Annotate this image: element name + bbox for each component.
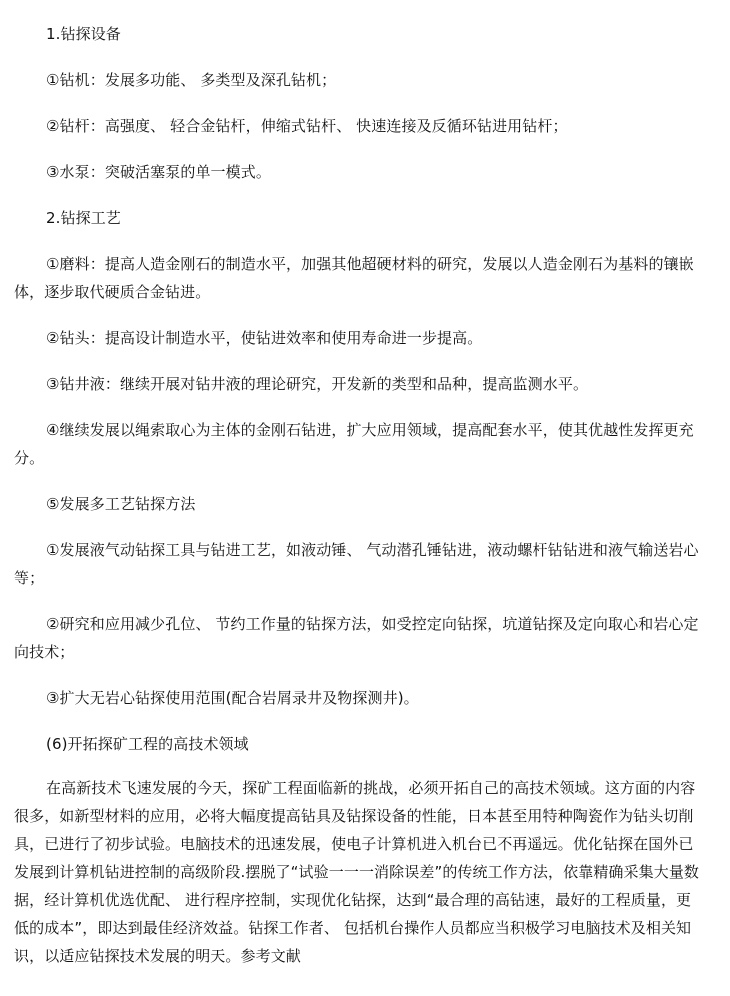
paragraph-abrasives: ①磨料：提高人造金刚石的制造水平，加强其他超硬材料的研究，发展以人造金刚石为基料的镶嵌体，逐步取代硬质合金钻进。 [14,255,694,301]
paragraph-drilling-rig: ①钻机：发展多功能、 多类型及深孔钻机； [46,71,337,89]
paragraph-drill-bit: ②钻头：提高设计制造水平，使钻进效率和使用寿命进一步提高。 [46,329,483,347]
paragraph-hydro-pneumatic-tools: ①发展液气动钻探工具与钻进工艺，如液动锤、 气动潜孔锤钻进，液动螺杆钻钻进和液气输送岩心等； [14,541,699,587]
paragraph-directional-drilling: ②研究和应用减少孔位、 节约工作量的钻探方法，如受控定向钻探，坑道钻探及定向取心和岩心定向技术； [14,615,699,661]
section-heading-drilling-technology: 2.钻探工艺 [46,209,121,227]
section-heading-multi-process-drilling: ⑤发展多工艺钻探方法 [46,495,196,513]
paragraph-wireline-coring: ④继续发展以绳索取心为主体的金刚石钻进，扩大应用领域，提高配套水平，使其优越性发挥更充分。 [14,421,694,467]
paragraph-high-tech-development: 在高新技术飞速发展的今天，探矿工程面临新的挑战，必须开拓自己的高技术领域。这方面的内容很多，如新型材料的应用，必将大幅度提高钻具及钻探设备的性能，日本甚至用特种陶瓷作为钻头切削具，已进行了初步试验。电脑技术的迅速发展，使电子计算机进入机台已不再遥远。优化钻探在国外已发展到计算机钻进控制的高级阶段.摆脱了“试验一一一消除误差”的传统工作方法，依靠精确采集大量数据，经计算机优选优配、 进行程序控制，实现优化钻探，达到“最合理的高钻速，最好的工程质量，更低的成本”，即达到最佳经济效益。钻探工作者、 包括机台操作人员都应当积极学习电脑技术及相关知识，以适应钻探技术发展的明天。参考文献 [14,779,700,965]
paragraph-drilling-fluid: ③钻井液：继续开展对钻井液的理论研究，开发新的类型和品种，提高监测水平。 [46,375,589,393]
section-heading-drilling-equipment: 1.钻探设备 [46,25,121,43]
section-heading-high-tech-fields: (6)开拓探矿工程的高技术领域 [46,735,249,753]
paragraph-coreless-drilling: ③扩大无岩心钻探使用范围(配合岩屑录井及物探测井)。 [46,689,419,707]
paragraph-water-pump: ③水泵：突破活塞泵的单一模式。 [46,163,271,181]
paragraph-drill-rod: ②钻杆：高强度、 轻合金钻杆，伸缩式钻杆、 快速连接及反循环钻进用钻杆； [46,117,568,135]
